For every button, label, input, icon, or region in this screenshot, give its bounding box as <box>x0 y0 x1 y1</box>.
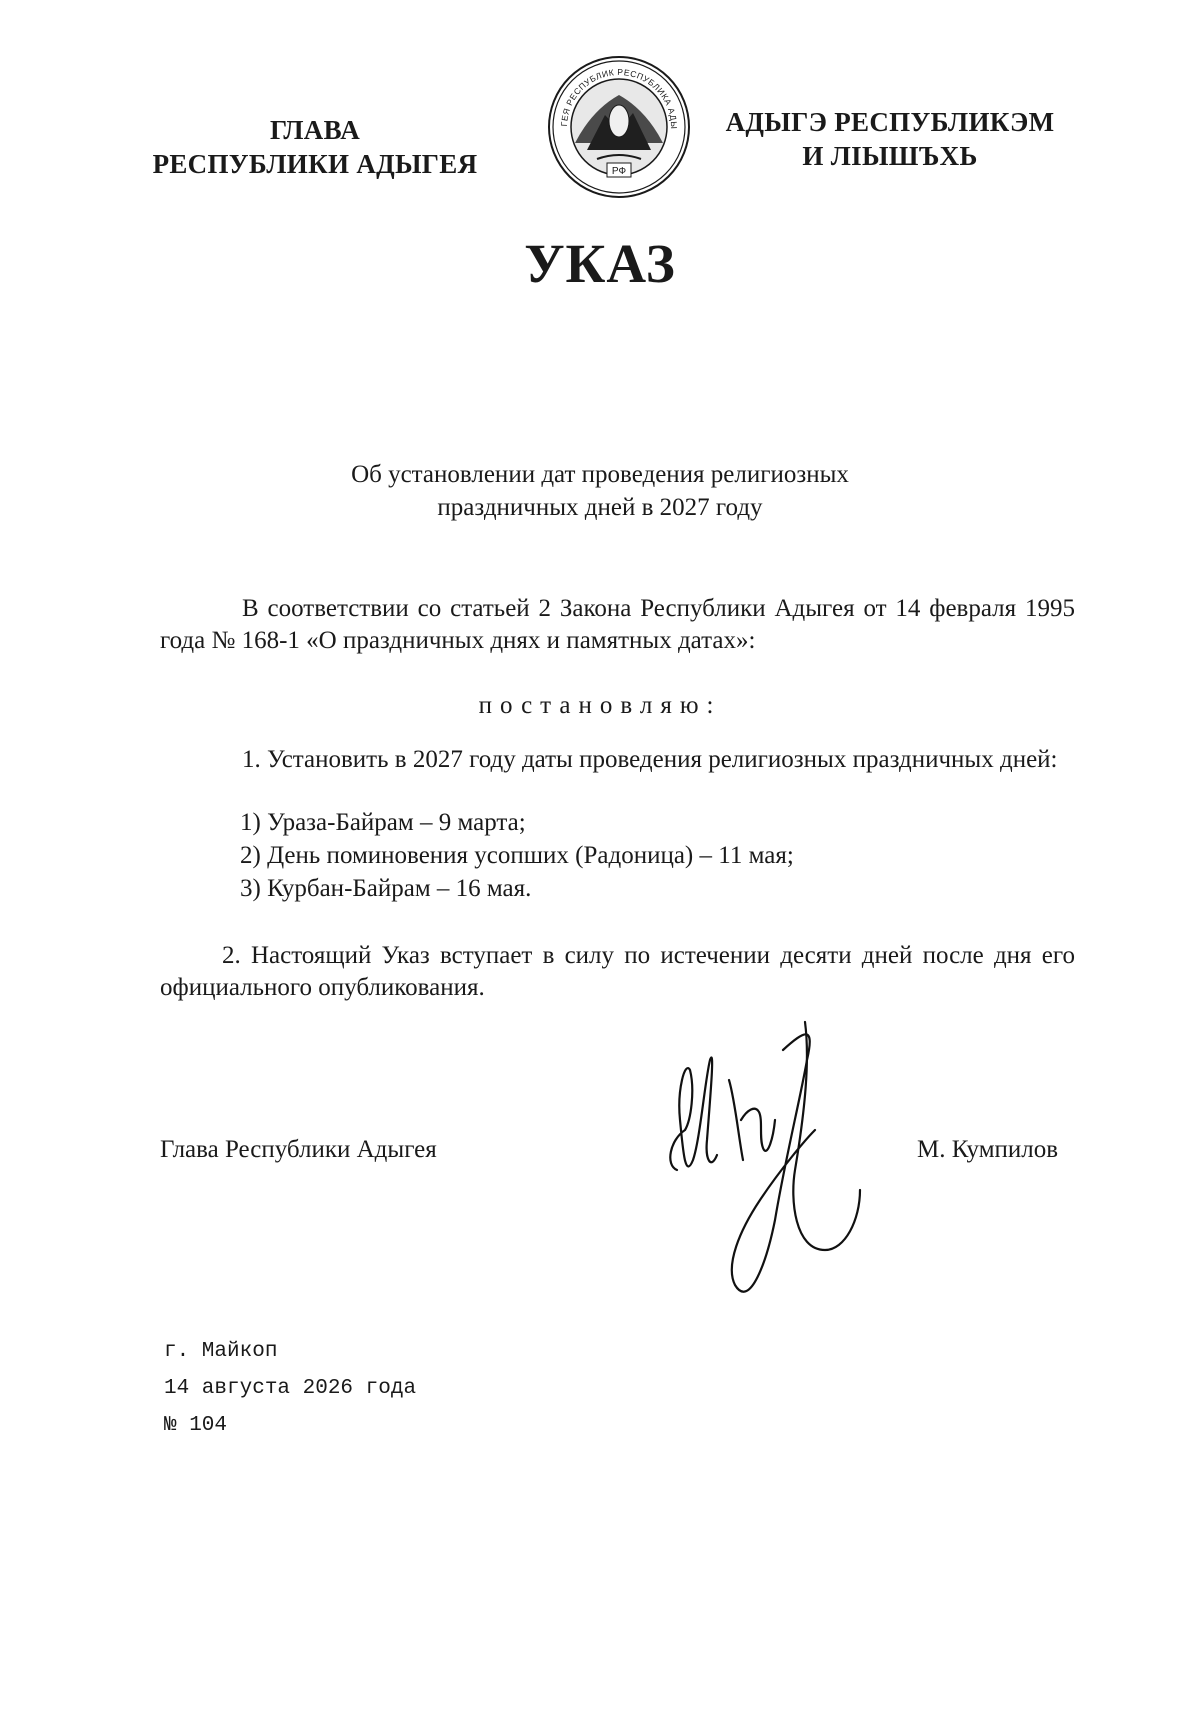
signatory-position: Глава Республики Адыгея <box>160 1136 437 1163</box>
header-left <box>150 113 480 181</box>
signatory-name: М. Кумпилов <box>917 1136 1059 1163</box>
emblem-bottom-text: РФ <box>611 166 627 177</box>
document-number: № 104 <box>164 1414 228 1437</box>
header-right-line1: АДЫГЭ РЕСПУБЛИКЭМ <box>725 107 1055 137</box>
document-title: УКАЗ <box>524 233 676 294</box>
handwritten-signature <box>655 1020 895 1310</box>
emblem-ring-text: ГЕЯ РЕСПУБЛИК РЕСПУБЛИКА АДЫ <box>558 66 680 130</box>
list-item: 3) Курбан-Байрам – 16 мая. <box>240 875 532 902</box>
header-right-line2: И ЛІЫШЪХЬ <box>802 141 978 171</box>
point-2: 2. Настоящий Указ вступает в силу по истечении десяти дней после дня его официального опубликования. <box>160 942 1075 1001</box>
issue-date: 14 августа 2026 года <box>164 1377 417 1400</box>
issue-city: г. Майкоп <box>164 1340 278 1363</box>
intro-paragraph: В соответствии со статьей 2 Закона Республики Адыгея от 14 февраля 1995 года № 168-1 «О праздничных днях и памятных датах»: <box>160 595 1075 654</box>
point-1: 1. Установить в 2027 году даты проведения религиозных праздничных дней: <box>242 746 1058 773</box>
coat-of-arms-emblem <box>547 55 692 200</box>
header-right <box>725 105 1055 173</box>
document-subject <box>300 458 900 524</box>
subject-line1: Об установлении дат проведения религиозных <box>351 461 849 488</box>
header-left-line1: ГЛАВА <box>269 115 361 145</box>
decree-word: постановляю: <box>478 692 722 719</box>
subject-line2: праздничных дней в 2027 году <box>437 494 763 521</box>
list-item: 1) Ураза-Байрам – 9 марта; <box>240 809 526 836</box>
header-left-line2: РЕСПУБЛИКИ АДЫГЕЯ <box>152 149 478 179</box>
list-item: 2) День поминовения усопших (Радоница) – 11 мая; <box>240 842 794 869</box>
